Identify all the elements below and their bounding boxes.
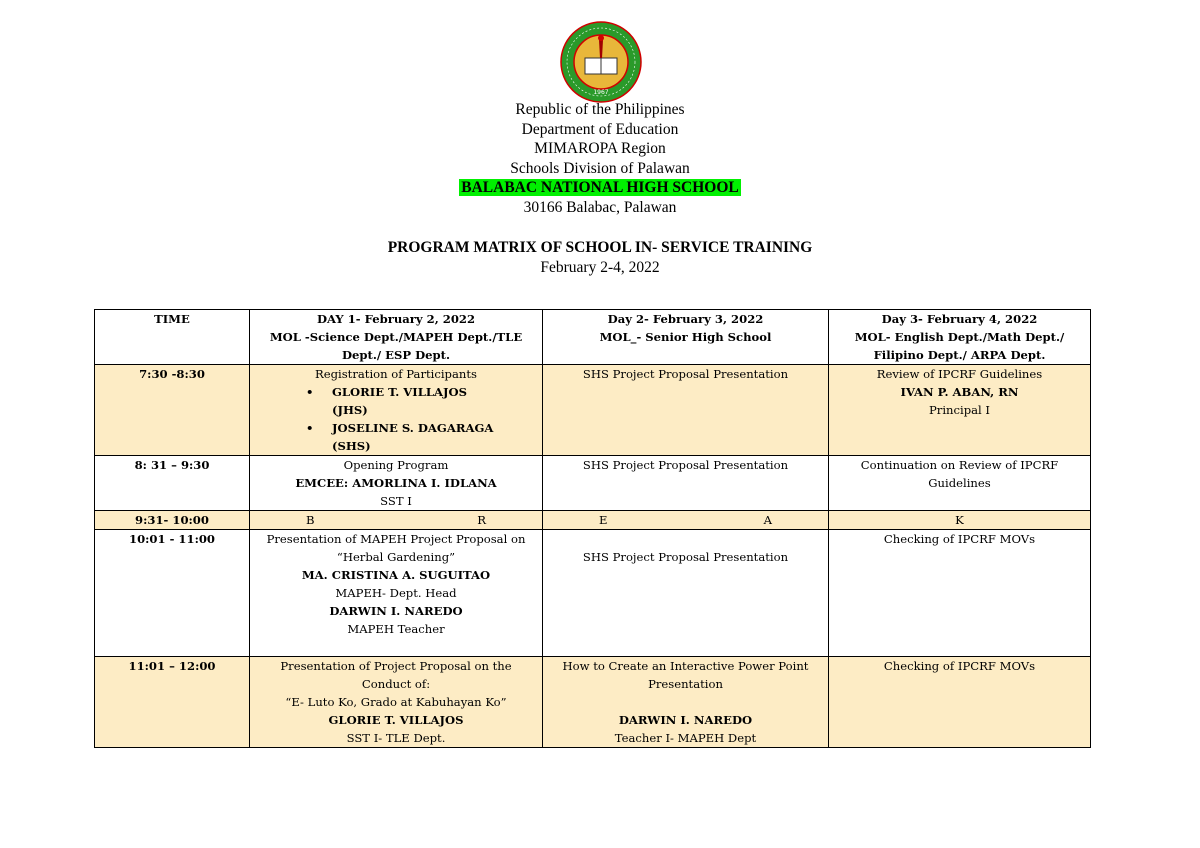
list-item: [256, 383, 536, 419]
day1-cell: [250, 657, 543, 748]
speaker-role: Principal I: [928, 403, 991, 417]
speaker-name: GLORIE T. VILLAJOS: [328, 713, 464, 727]
letterhead-line-division: Schools Division of Palawan: [510, 159, 690, 177]
cell-quote: “E- Luto Ko, Grado at Kabuhayan Ko”: [285, 695, 507, 709]
school-address: 30166 Balabac, Palawan: [523, 198, 677, 216]
speaker-role: MAPEH Teacher: [347, 622, 445, 636]
header-day1-mol: MOL -Science Dept./MAPEH Dept./TLE Dept./ ESP Dept.: [269, 330, 523, 362]
letterhead-line-deped: Department of Education: [521, 120, 679, 138]
break-letter: B: [306, 513, 315, 527]
time-cell: 10:01 - 11:00: [95, 530, 250, 657]
table-row: [95, 530, 1091, 657]
letterhead-line-republic: Republic of the Philippines: [515, 101, 685, 118]
cell-text: Registration of Participants: [315, 367, 477, 381]
document-title: PROGRAM MATRIX OF SCHOOL IN- SERVICE TRAINING: [387, 239, 813, 256]
day1-cell: [250, 365, 543, 456]
cell-text: Opening Program: [343, 458, 449, 472]
speaker-name: EMCEE: AMORLINA I. IDLANA: [295, 476, 497, 490]
time-cell: 9:31- 10:00: [95, 511, 250, 530]
header-day3-mol: MOL- English Dept./Math Dept./ Filipino Dept./ ARPA Dept.: [854, 330, 1065, 362]
speaker-role: MAPEH- Dept. Head: [335, 586, 457, 600]
header-day3-title: Day 3- February 4, 2022: [881, 312, 1038, 326]
participant-name: • GLORIE T. VILLAJOS: [332, 385, 467, 399]
day3-cell: Checking of IPCRF MOVs: [829, 530, 1091, 657]
day2-cell: SHS Project Proposal Presentation: [543, 365, 829, 456]
day1-cell: [250, 456, 543, 511]
time-cell: 8: 31 – 9:30: [95, 456, 250, 511]
table-row: [95, 365, 1091, 456]
speaker-name: DARWIN I. NAREDO: [618, 713, 753, 727]
speaker-name: MA. CRISTINA A. SUGUITAO: [301, 568, 491, 582]
speaker-role: Teacher I- MAPEH Dept: [614, 731, 757, 745]
header-day2-title: Day 2- February 3, 2022: [607, 312, 764, 326]
letterhead-line-region: MIMAROPA Region: [534, 140, 666, 158]
participant-group: (JHS): [332, 403, 368, 417]
day3-cell: Checking of IPCRF MOVs: [829, 657, 1091, 748]
day1-cell: [250, 530, 543, 657]
school-name-line: [0, 178, 1200, 198]
cell-text: Presentation of MAPEH Project Proposal on “Herbal Gardening”: [266, 532, 526, 564]
svg-text:1967: 1967: [593, 89, 609, 96]
program-matrix-table: [94, 309, 1091, 748]
document-dates: February 2-4, 2022: [540, 258, 660, 276]
cell-text: Presentation of Project Proposal on the Conduct of:: [280, 659, 512, 691]
table-row: [95, 657, 1091, 748]
header-day1-title: DAY 1- February 2, 2022: [316, 312, 476, 326]
school-name: BALABAC NATIONAL HIGH SCHOOL: [461, 179, 739, 197]
list-item: [256, 419, 536, 455]
break-letter: R: [477, 513, 486, 527]
table-row: [95, 456, 1091, 511]
letterhead: [0, 100, 1200, 218]
break-letter: E: [599, 513, 608, 527]
header-time: TIME: [95, 310, 250, 365]
break-cell-day2: [543, 511, 829, 530]
day2-cell: SHS Project Proposal Presentation: [543, 456, 829, 511]
cell-text: How to Create an Interactive Power Point Presentation: [562, 659, 809, 691]
header-day2-mol: MOL_- Senior High School: [599, 330, 772, 344]
speaker-name: IVAN P. ABAN, RN: [900, 385, 1019, 399]
break-letter: A: [763, 513, 772, 527]
cell-text: Review of IPCRF Guidelines: [876, 367, 1043, 381]
document-title-block: [0, 238, 1200, 277]
participant-name: • JOSELINE S. DAGARAGA: [332, 421, 494, 435]
speaker-role: SST I- TLE Dept.: [346, 731, 446, 745]
day2-cell: [543, 657, 829, 748]
header-day2: [543, 310, 829, 365]
day2-cell: SHS Project Proposal Presentation: [543, 530, 829, 657]
participant-group: (SHS): [332, 439, 371, 453]
time-cell: 7:30 -8:30: [95, 365, 250, 456]
header-day3: [829, 310, 1091, 365]
school-logo: [559, 20, 643, 104]
speaker-name: DARWIN I. NAREDO: [329, 604, 463, 618]
break-cell-day1: [250, 511, 543, 530]
header-day1: [250, 310, 543, 365]
day3-cell: Continuation on Review of IPCRF Guidelines: [829, 456, 1091, 511]
break-cell-day3: K: [829, 511, 1091, 530]
day3-cell: [829, 365, 1091, 456]
speaker-role: SST I: [380, 494, 412, 508]
table-row-break: [95, 511, 1091, 530]
time-cell: 11:01 – 12:00: [95, 657, 250, 748]
table-header-row: [95, 310, 1091, 365]
